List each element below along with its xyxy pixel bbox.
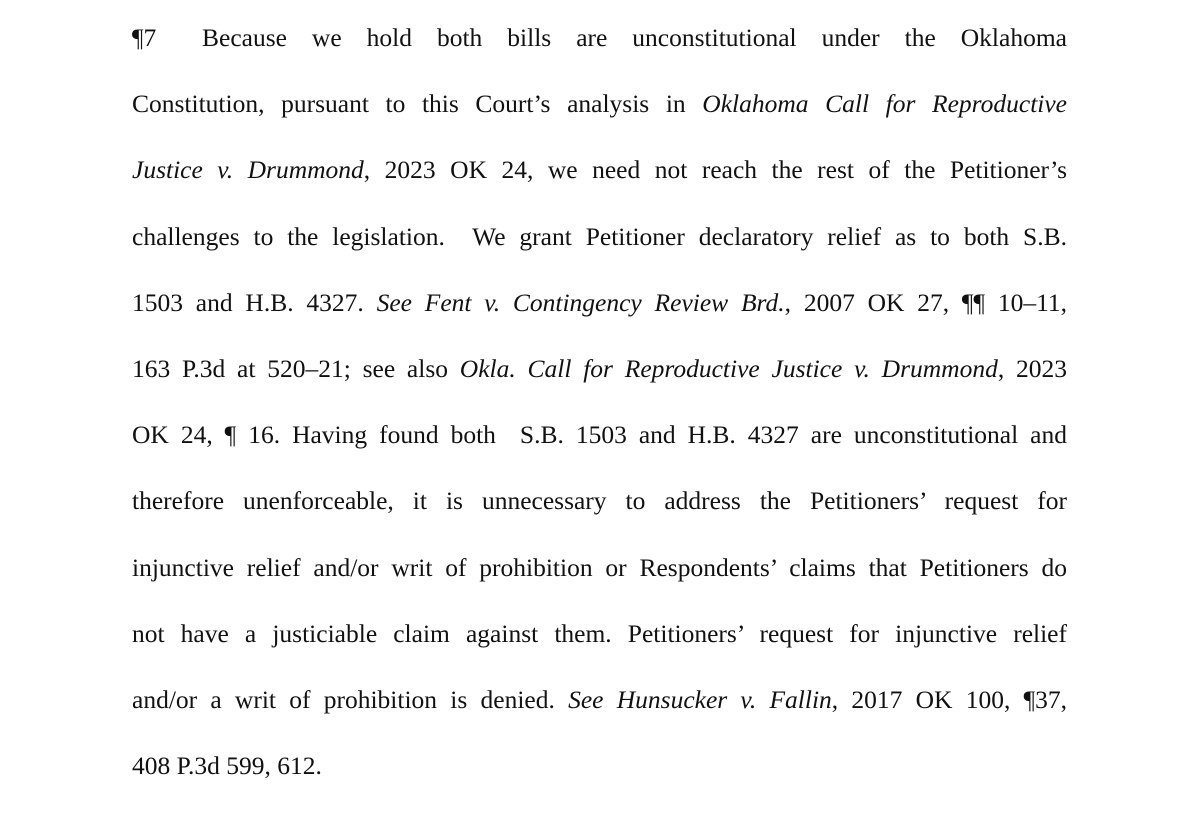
case-citation: See Fent v. Contingency Review Brd. bbox=[376, 287, 785, 317]
paragraph-mark: ¶7 bbox=[132, 23, 157, 52]
text-line bbox=[132, 680, 1067, 720]
text-line bbox=[132, 18, 1067, 58]
text-line bbox=[132, 283, 1067, 323]
body-text: 1503 and H.B. 4327. bbox=[132, 287, 377, 317]
text-line bbox=[132, 481, 1067, 521]
text-line bbox=[132, 84, 1067, 124]
body-text: , 2007 OK 27, ¶¶ 10–11, bbox=[784, 287, 1068, 317]
text-line bbox=[132, 217, 1067, 257]
body-text: , 2017 OK 100, ¶37, bbox=[831, 685, 1067, 714]
body-text: and/or a writ of prohibition is denied. bbox=[132, 685, 569, 714]
text-line bbox=[132, 150, 1067, 190]
text-line bbox=[132, 349, 1067, 389]
body-text: 163 P.3d at 520–21; see also bbox=[132, 354, 460, 383]
body-text: injunctive relief and/or writ of prohibition or Respondents’ claims that Petitioners do bbox=[132, 552, 1067, 582]
body-text: , 2023 OK 24, we need not reach the rest of the Petitioner’s bbox=[363, 155, 1067, 185]
body-text: OK 24, ¶ 16. Having found both S.B. 1503 and H.B. 4327 are unconstitutional and bbox=[132, 420, 1067, 450]
body-text: not have a justiciable claim against them. Petitioners’ request for injunctive relief bbox=[132, 618, 1067, 648]
case-citation: Oklahoma Call for Reproductive bbox=[702, 89, 1068, 119]
body-text: Because we hold both bills are unconstitutional under the Oklahoma bbox=[202, 23, 1067, 52]
line-text bbox=[202, 18, 1067, 58]
case-citation: See Hunsucker v. Fallin bbox=[568, 685, 832, 714]
text-line bbox=[132, 746, 1067, 786]
body-text: 408 P.3d 599, 612. bbox=[132, 751, 322, 781]
text-line bbox=[132, 614, 1067, 654]
body-text: challenges to the legislation. We grant Petitioner declaratory relief as to both S.B. bbox=[132, 221, 1067, 251]
text-line bbox=[132, 548, 1067, 588]
case-citation: Justice v. Drummond bbox=[132, 155, 364, 185]
body-text: Constitution, pursuant to this Court’s analysis in bbox=[132, 89, 703, 119]
case-citation: Okla. Call for Reproductive Justice v. Drummond bbox=[459, 354, 998, 383]
body-text: therefore unenforceable, it is unnecessary to address the Petitioners’ request for bbox=[132, 486, 1067, 516]
text-line bbox=[132, 415, 1067, 455]
body-text: , 2023 bbox=[997, 354, 1067, 383]
